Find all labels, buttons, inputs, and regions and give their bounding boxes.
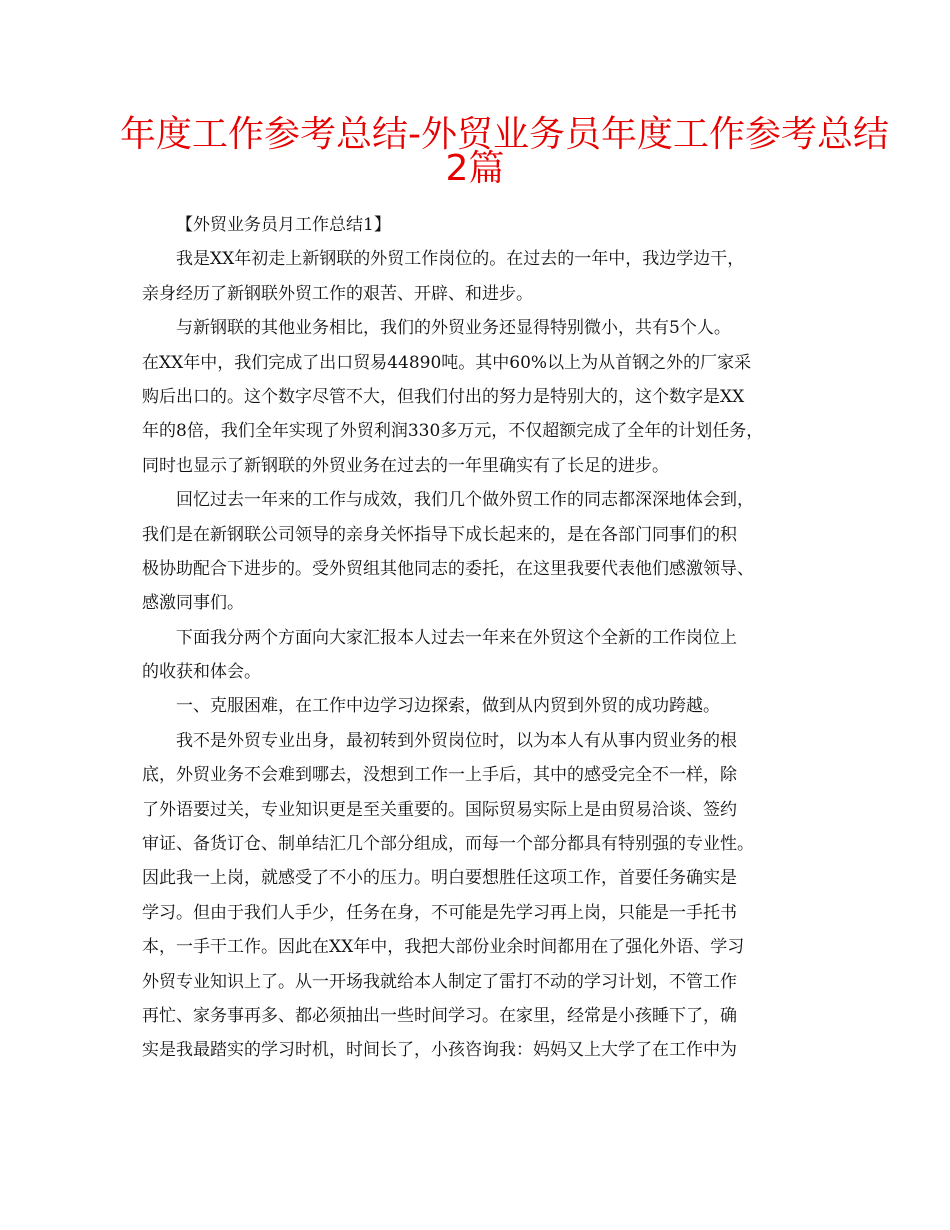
title-line-2: 2篇 <box>445 148 505 190</box>
title-line-1: 年度工作参考总结-外贸业务员年度工作参考总结 <box>120 114 889 155</box>
text-line: 我们是在新钢联公司领导的亲身关怀指导下成长起来的，是在各部门同事们的积 <box>142 524 737 545</box>
text-line: 在XX年中，我们完成了出口贸易44890吨。其中60%以上为从首钢之外的厂家采 <box>142 352 752 373</box>
text-line: 底，外贸业务不会难到哪去，没想到工作一上手后，其中的感受完全不一样，除 <box>142 765 737 786</box>
document-body <box>142 208 832 1068</box>
text-line: 极协助配合下进步的。受外贸组其他同志的委托，在这里我要代表他们感激领导、 <box>142 558 754 579</box>
text-line: 本，一手干工作。因此在XX年中，我把大部份业余时间都用在了强化外语、学习 <box>142 937 745 958</box>
text-line: 感激同事们。 <box>142 593 244 614</box>
text-line: 学习。但由于我们人手少，任务在身，不可能是先学习再上岗，只能是一手托书 <box>142 902 737 923</box>
text-line: 的收获和体会。 <box>142 662 261 683</box>
text-line: 亲身经历了新钢联外贸工作的艰苦、开辟、和进步。 <box>142 283 533 304</box>
text-line: 下面我分两个方面向大家汇报本人过去一年来在外贸这个全新的工作岗位上 <box>176 627 737 648</box>
text-line: 外贸专业知识上了。从一开场我就给本人制定了雷打不动的学习计划，不管工作 <box>142 971 737 992</box>
text-line: 实是我最踏实的学习时机，时间长了，小孩咨询我：妈妈又上大学了在工作中为 <box>142 1040 737 1061</box>
text-line: 购后出口的。这个数字尽管不大，但我们付出的努力是特别大的，这个数字是XX <box>142 386 745 407</box>
text-line: 与新钢联的其他业务相比，我们的外贸业务还显得特别微小，共有5个人。 <box>176 318 731 339</box>
text-line: 审证、备货订仓、制单结汇几个部分组成，而每一个部分都具有特别强的专业性。 <box>142 834 754 855</box>
document-title <box>120 114 889 190</box>
text-line: 了外语要过关，专业知识更是至关重要的。国际贸易实际上是由贸易洽谈、签约 <box>142 799 737 820</box>
text-line: 【外贸业务员月工作总结1】 <box>176 215 391 235</box>
text-line: 我是XX年初走上新钢联的外贸工作岗位的。在过去的一年中，我边学边干， <box>176 249 745 270</box>
text-line: 同时也显示了新钢联的外贸业务在过去的一年里确实有了长足的进步。 <box>142 455 669 476</box>
text-line: 我不是外贸专业出身，最初转到外贸岗位时，以为本人有从事内贸业务的根 <box>176 730 737 751</box>
text-line: 年的8倍，我们全年实现了外贸利润330多万元，不仅超额完成了全年的计划任务， <box>142 421 764 442</box>
text-line: 再忙、家务事再多、都必须抽出一些时间学习。在家里，经常是小孩睡下了，确 <box>142 1005 737 1026</box>
text-line: 一、克服困难，在工作中边学习边探索，做到从内贸到外贸的成功跨越。 <box>176 696 720 717</box>
text-line: 因此我一上岗，就感受了不小的压力。明白要想胜任这项工作，首要任务确实是 <box>142 868 737 889</box>
text-line: 回忆过去一年来的工作与成效，我们几个做外贸工作的同志都深深地体会到， <box>176 490 754 511</box>
